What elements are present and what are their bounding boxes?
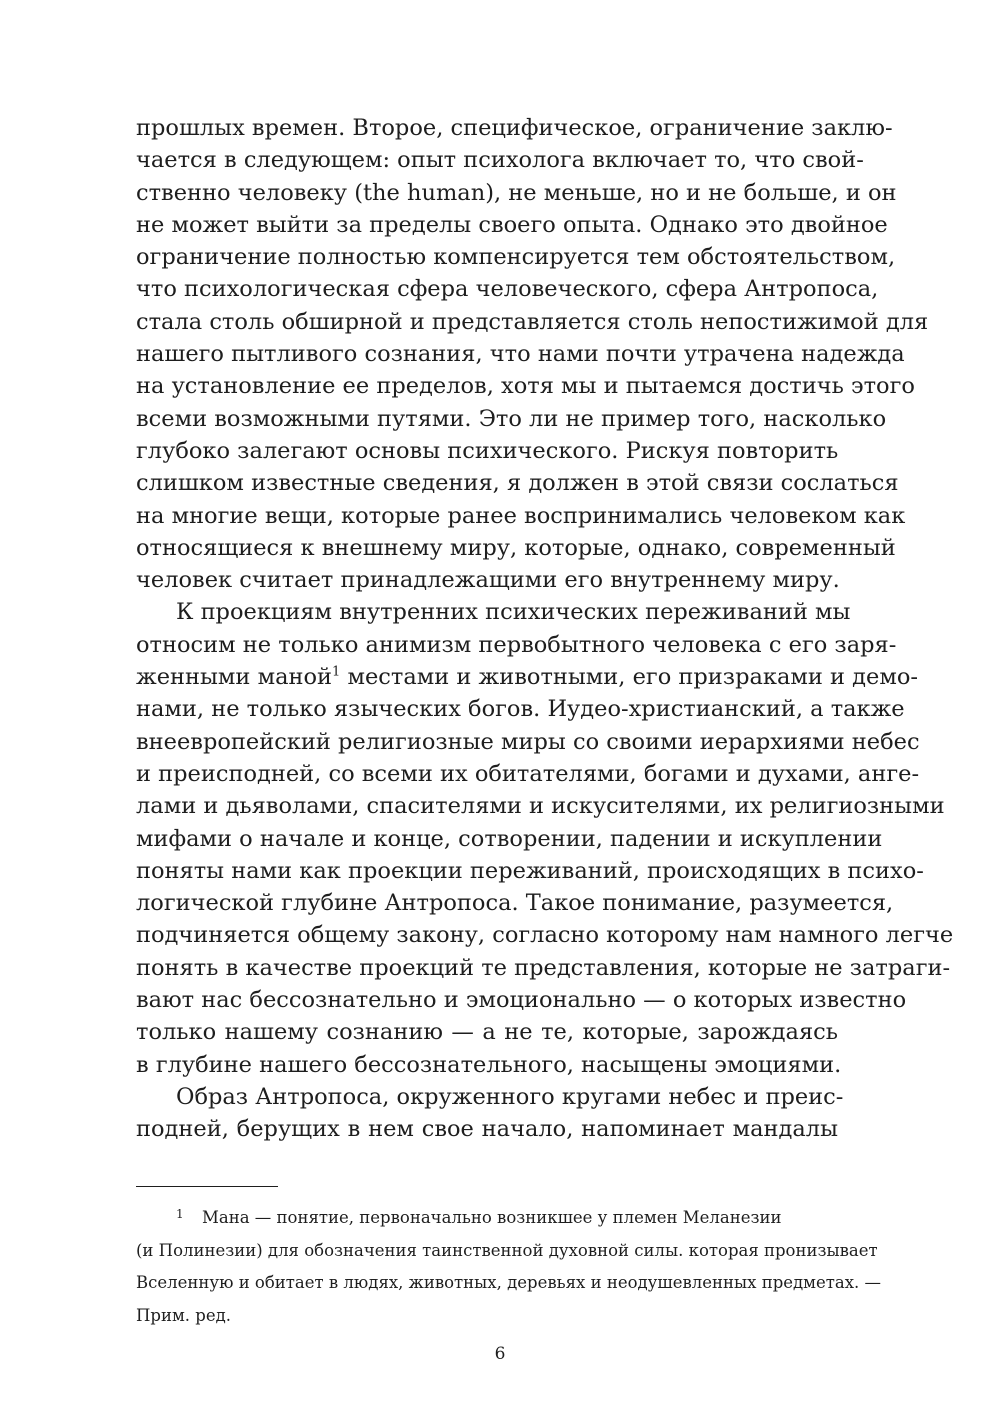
text-line: понять в качестве проекций те представления, которые не затраги- [136,954,951,981]
text-line: лами и дьяволами, спасителями и искусителями, их религиозными [136,793,945,820]
text-line: подней, берущих в нем свое начало, напоминает мандалы [136,1116,838,1143]
text-line: всеми возможными путями. Это ли не пример того, насколько [136,405,887,432]
text-line: только нашему сознанию — а не те, которые, зарождаясь [136,1019,838,1046]
footnote-text: Мана — понятие, первоначально возникшее у племен Меланезии [202,1208,782,1227]
text-line: прошлых времен. Второе, специфическое, ограничение заклю- [136,115,893,141]
text-line: стала столь обширной и представляется столь непостижимой для [136,308,929,335]
footnote-line [136,1198,838,1235]
text-line: глубоко залегают основы психического. Рискуя повторить [136,437,839,464]
text-fragment: местами и животными, его призраками и демо- [340,664,918,691]
text-line: человек считает принадлежащими его внутреннему миру. [136,567,840,594]
text-line: чается в следующем: опыт психолога включает то, что свой- [136,147,864,174]
footnote-line: Вселенную и обитает в людях, животных, деревьях и неодушевленных предметах. — [136,1273,882,1292]
footnote [136,1198,882,1332]
text-line: нами, не только языческих богов. Иудео-христианский, а также [136,696,905,723]
footnote-reference[interactable]: 1 [332,664,341,680]
text-line: нашего пытливого сознания, что нами почти утрачена надежда [136,341,905,368]
text-line: не может выйти за пределы своего опыта. Однако это двойное [136,211,888,238]
text-line: на многие вещи, которые ранее воспринимались человеком как [136,502,906,529]
text-line: поняты нами как проекции переживаний, происходящих в психо- [136,857,924,884]
text-line: ограничение полностью компенсируется тем обстоятельством, [136,244,896,271]
text-line: подчиняется общему закону, согласно которому нам намного легче [136,922,954,949]
text-line: ственно человеку (the human), не меньше, но и не больше, и он [136,179,897,206]
text-line: К проекциям внутренних психических переживаний мы [176,599,851,626]
text-line: вают нас бессознательно и эмоционально — о которых известно [136,987,907,1014]
footnote-divider [136,1186,278,1187]
main-text [136,112,954,1146]
paragraph-1 [136,112,929,596]
text-line: на установление ее пределов, хотя мы и пытаемся достичь этого [136,373,915,400]
footnote-line: Прим. ред. [136,1305,232,1325]
text-line: в глубине нашего бессознательного, насыщены эмоциями. [136,1051,842,1078]
footnote-marker: 1 [176,1207,184,1221]
text-line: что психологическая сфера человеческого, сфера Антропоса, [136,276,879,303]
text-line: логической глубине Антропоса. Такое понимание, разумеется, [136,890,894,917]
page-number: 6 [494,1344,506,1364]
text-line: мифами о начале и конце, сотворении, падении и искуплении [136,825,883,852]
paragraph-2 [136,596,954,1080]
footnote-line: (и Полинезии) для обозначения таинственной духовной силы. которая пронизывает [136,1240,878,1260]
text-line: относящиеся к внешнему миру, которые, однако, современный [136,534,896,561]
text-line-with-footnote [136,661,918,693]
text-fragment: женными маной [136,664,333,691]
text-line: внеевропейский религиозные миры со своими иерархиями небес [136,728,920,755]
text-line: Образ Антропоса, окруженного кругами небес и преис- [176,1083,844,1110]
text-line: слишком известные сведения, я должен в этой связи сослаться [136,470,899,497]
text-line: и преисподней, со всеми их обитателями, богами и духами, анге- [136,760,920,787]
text-line: относим не только анимизм первобытного человека с его заря- [136,631,897,658]
paragraph-3 [136,1081,844,1146]
